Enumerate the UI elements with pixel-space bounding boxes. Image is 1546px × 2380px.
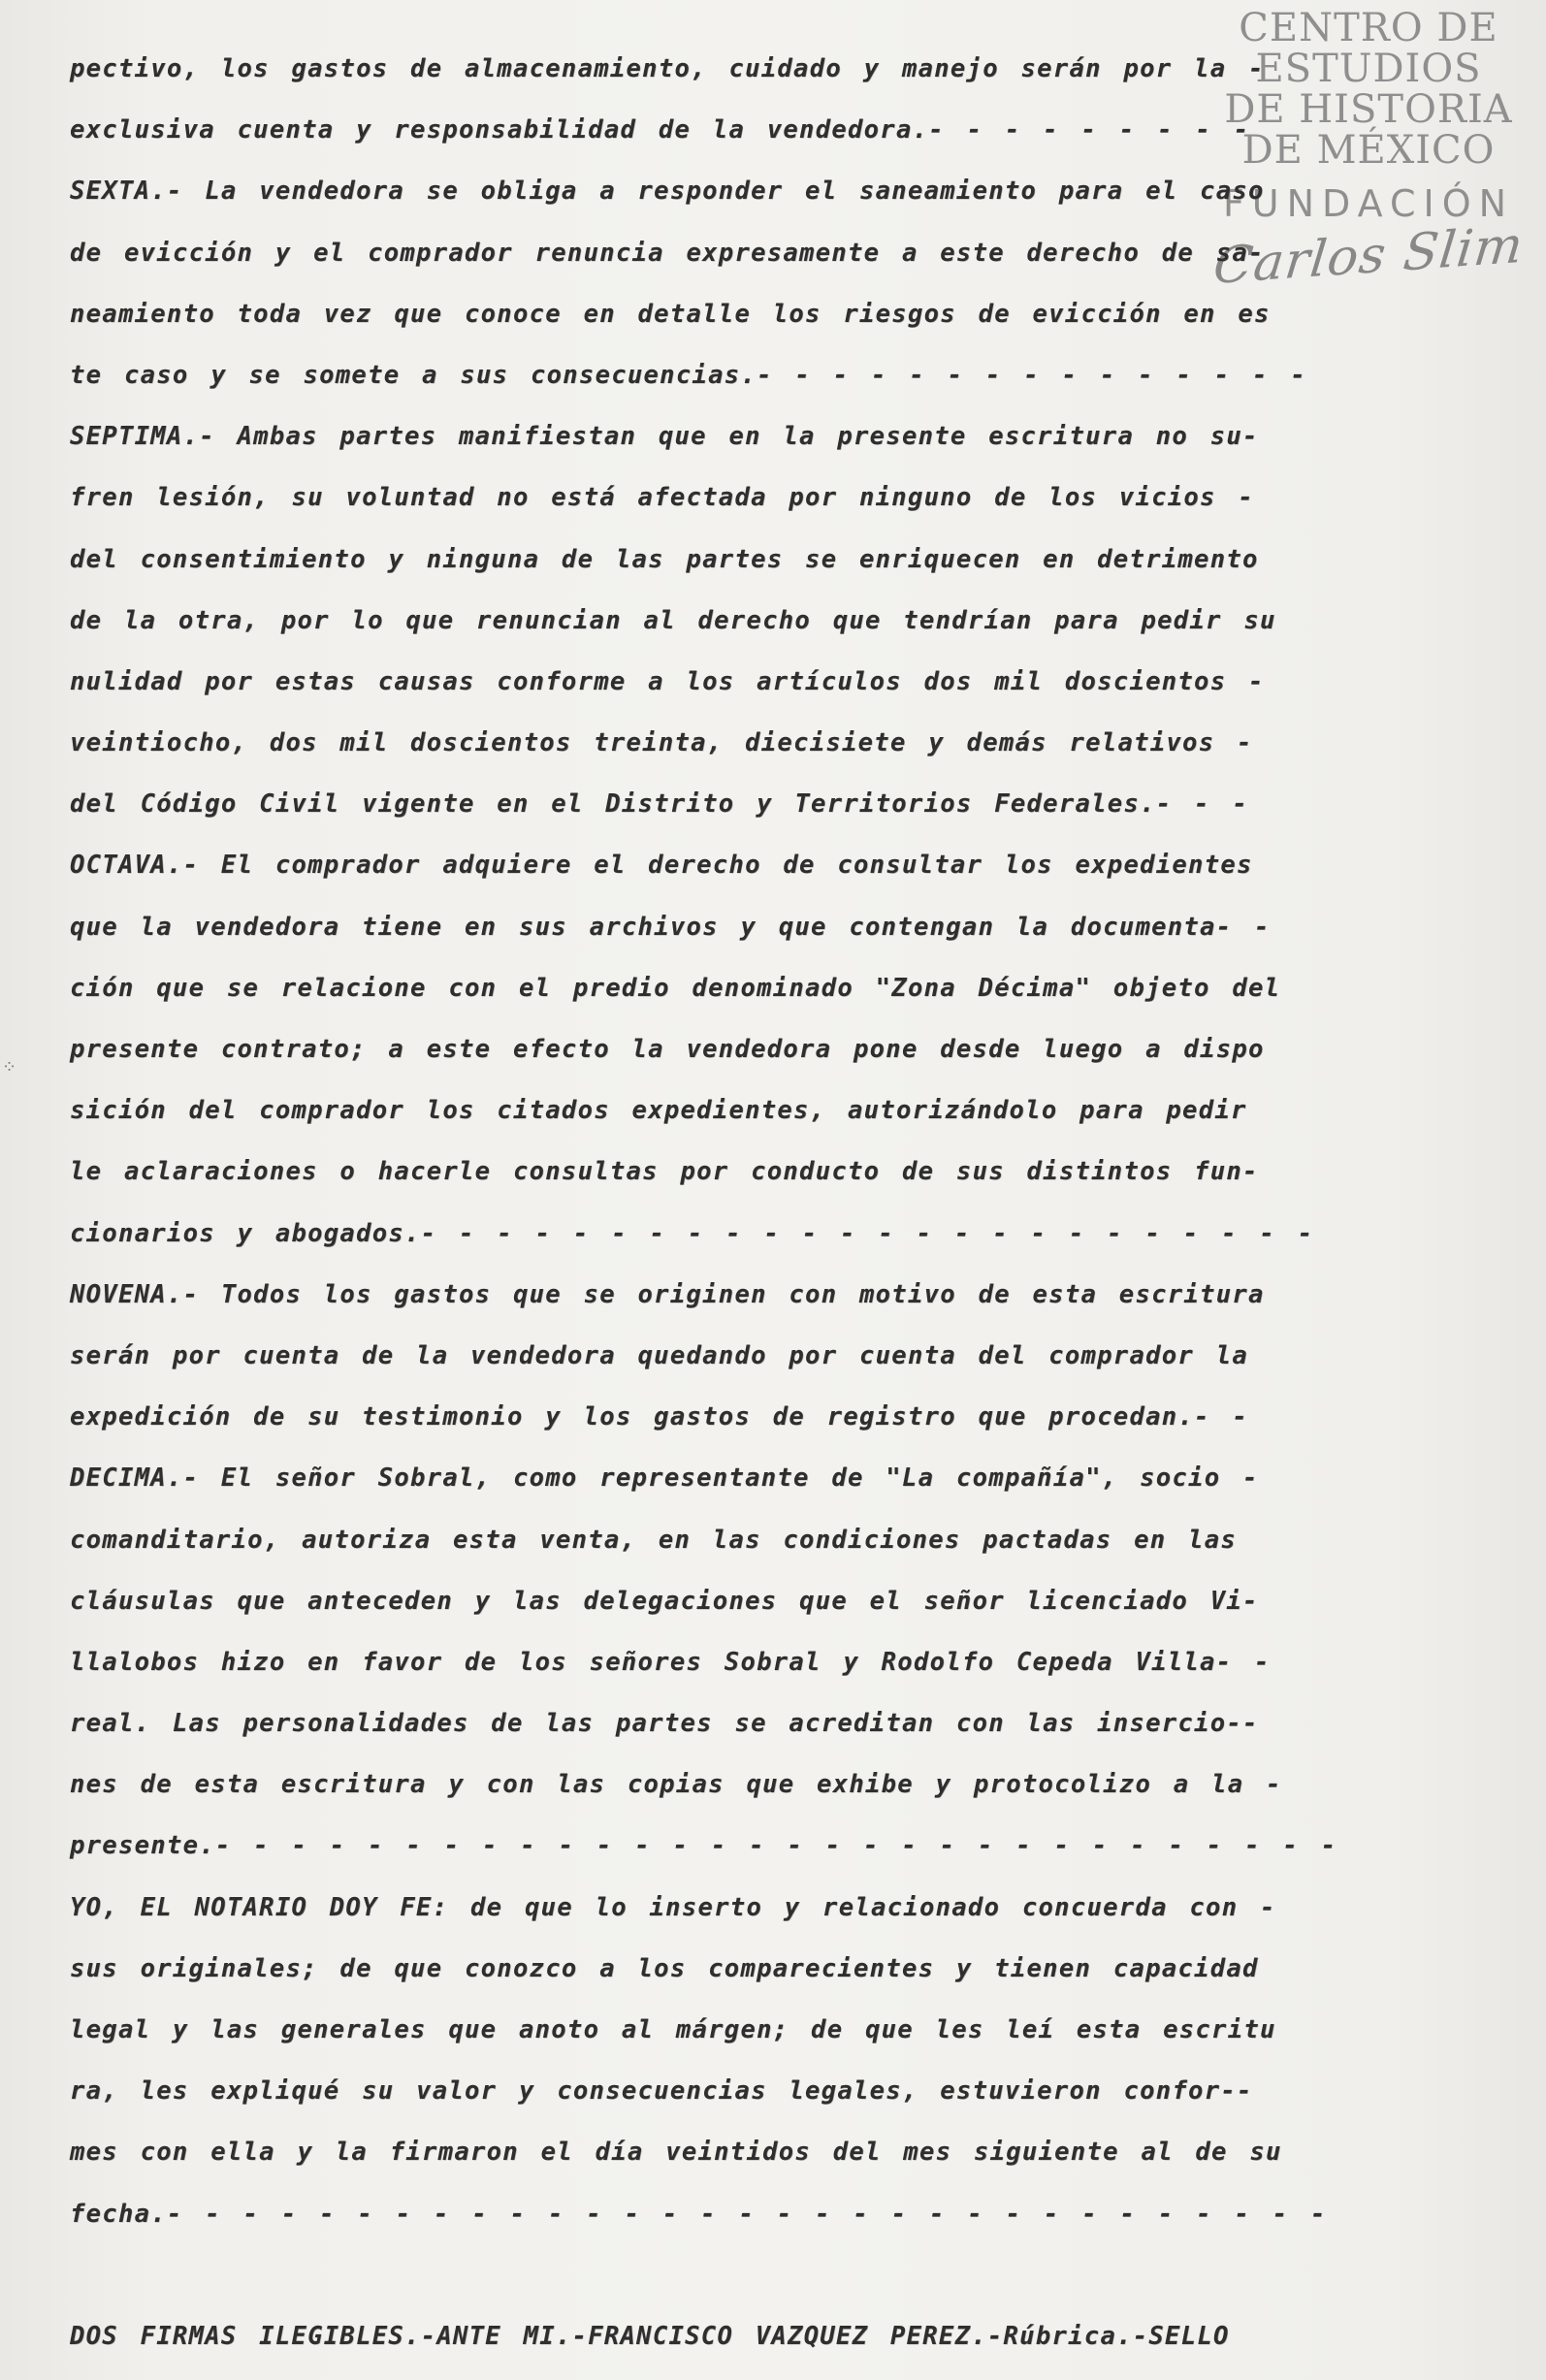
watermark-line-4: DE MÉXICO <box>1241 128 1496 173</box>
text-line: del consentimiento y ninguna de las partes se enriquecen en detrimento <box>70 544 1259 574</box>
text-line: que la vendedora tiene en sus archivos y que contengan la documenta- - <box>70 912 1271 942</box>
text-line: presente contrato; a este efecto la vendedora pone desde luego a dispo <box>70 1035 1265 1064</box>
text-line: mes con ella y la firmaron el día veintidos del mes siguiente al de su <box>70 2138 1282 2168</box>
blank-line <box>70 2245 1379 2306</box>
text-line: legal y las generales que anoto al márgen; de que les leí esta escritu <box>70 2015 1276 2044</box>
margin-mark-icon: ⁘ <box>2 1057 17 1077</box>
text-line: neamiento toda vez que conoce en detalle los riesgos de evicción en es <box>70 299 1271 329</box>
text-line: nes de esta escritura y con las copias que exhibe y protocolizo a la - <box>70 1770 1282 1800</box>
text-line: te caso y se somete a sus consecuencias.- - - - - - - - - - - - - - - <box>70 360 1307 390</box>
text-line: ra, les expliqué su valor y consecuencias legales, estuvieron confor-- <box>70 2076 1253 2107</box>
text-line: pectivo, los gastos de almacenamiento, cuidado y manejo serán por la - <box>70 54 1265 83</box>
text-line: cionarios y abogados.- - - - - - - - - - - - - - - - - - - - - - - - <box>70 1218 1314 1248</box>
watermark-fundacion: FUNDACIÓN <box>1222 182 1515 225</box>
text-line: comanditario, autoriza esta venta, en las condiciones pactadas en las <box>70 1525 1238 1555</box>
text-line: nulidad por estas causas conforme a los artículos dos mil doscientos - <box>70 666 1265 696</box>
text-line: exclusiva cuenta y responsabilidad de la vendedora.- - - - - - - - - <box>70 115 1250 145</box>
text-line: SEXTA.- La vendedora se obliga a responder el saneamiento para el caso <box>70 177 1265 207</box>
text-line: ción que se relacione con el predio denominado "Zona Décima" objeto del <box>70 973 1281 1003</box>
text-line: OCTAVA.- El comprador adquiere el derecho de consultar los expedientes <box>70 851 1253 881</box>
text-line: DECIMA.- El señor Sobral, como representante de "La compañía", socio - <box>70 1463 1259 1494</box>
text-line: YO, EL NOTARIO DOY FE: de que lo inserto y relacionado concuerda con - <box>70 1892 1276 1922</box>
text-line: de la otra, por lo que renuncian al derecho que tendrían para pedir su <box>70 605 1276 635</box>
text-line: fecha.- - - - - - - - - - - - - - - - - - - - - - - - - - - - - - - <box>70 2199 1327 2229</box>
text-line: llalobos hizo en favor de los señores Sobral y Rodolfo Cepeda Villa- - <box>70 1647 1271 1677</box>
text-line: del Código Civil vigente en el Distrito y Territorios Federales.- - - <box>70 789 1249 820</box>
text-line: presente.- - - - - - - - - - - - - - - - - - - - - - - - - - - - - - <box>70 1831 1337 1861</box>
text-line: fren lesión, su voluntad no está afectada por ninguno de los vicios - <box>70 483 1255 513</box>
watermark-signature: Carlos Slim <box>1210 216 1527 296</box>
watermark-line-2: ESTUDIOS <box>1255 47 1482 91</box>
text-line: veintiocho, dos mil doscientos treinta, diecisiete y demás relativos - <box>70 728 1253 758</box>
text-line: sus originales; de que conozco a los comparecientes y tienen capacidad <box>70 1953 1259 1983</box>
text-line: le aclaraciones o hacerle consultas por conducto de sus distintos fun- <box>70 1157 1259 1187</box>
text-line: sición del comprador los citados expedientes, autorizándolo para pedir <box>70 1096 1247 1126</box>
text-line: cláusulas que anteceden y las delegaciones que el señor licenciado Vi- <box>70 1586 1259 1616</box>
typed-text-body <box>70 39 1379 2367</box>
text-line: SEPTIMA.- Ambas partes manifiestan que en la presente escritura no su- <box>70 422 1259 452</box>
text-line: expedición de su testimonio y los gastos de registro que procedan.- - <box>70 1402 1249 1432</box>
text-line: de evicción y el comprador renuncia expresamente a este derecho de sa- <box>70 238 1265 268</box>
text-line: NOVENA.- Todos los gastos que se originen con motivo de esta escritura <box>70 1279 1265 1309</box>
watermark-line-3: DE HISTORIA <box>1224 87 1513 132</box>
text-line: serán por cuenta de la vendedora quedando por cuenta del comprador la <box>70 1340 1249 1370</box>
text-line: real. Las personalidades de las partes se acreditan con las insercio-- <box>70 1709 1259 1739</box>
text-line-signatures: DOS FIRMAS ILEGIBLES.-ANTE MI.-FRANCISCO VAZQUEZ PEREZ.-Rúbrica.-SELLO <box>70 2321 1230 2351</box>
watermark-line-1: CENTRO DE <box>1239 6 1498 50</box>
